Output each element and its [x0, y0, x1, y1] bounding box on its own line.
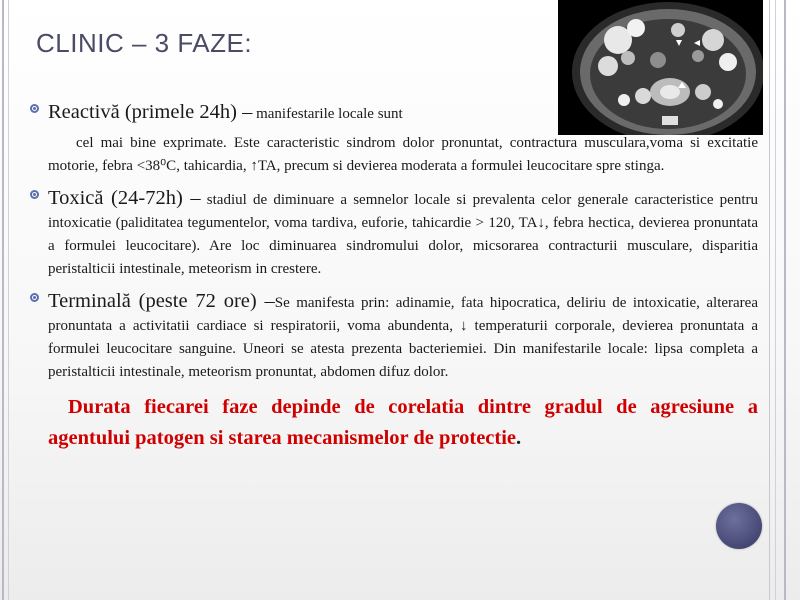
right-border-line-inner [775, 0, 776, 600]
slide-content [30, 100, 758, 454]
left-border-line-inner [8, 0, 9, 600]
bullet-icon [30, 293, 39, 302]
slide-title: CLINIC – 3 FAZE: [36, 28, 253, 58]
phase-heading: Reactivă (primele 24h) – [48, 101, 253, 123]
phase-reactive-body: cel mai bine exprimate. Este caracteristic sindrom dolor pronuntat, contractura musculara,voma si excitatie motorie, febra <38⁰C, tahicardia, ↑TA, precum si devierea moderata a formulei leucocitare spre stinga. [48, 135, 758, 174]
conclusion-main: Durata fiecarei faze depinde de corelatia dintre gradul de agresiune a agentului patogen si starea mecanismelor de protectie [48, 396, 758, 449]
conclusion-text [30, 392, 758, 454]
conclusion-period: . [516, 427, 522, 449]
bullet-icon [30, 104, 39, 113]
phase-heading-tail: manifestarile locale sunt [252, 106, 403, 122]
phase-terminal [30, 289, 758, 384]
decorative-circle [716, 503, 762, 549]
phase-reactive [30, 100, 758, 126]
phase-heading: Toxică (24-72h) – [48, 187, 201, 209]
phase-body: stadiul de diminuare a semnelor locale si prevalenta celor generale caracteristice pentru intoxicatie (paliditatea tegumentelor, voma tardiva, euforie, tahicardie > 120, TA↓, febra hectica, devierea pronuntata a formulei leucocitare). Are loc diminuarea sindromului dolor, micsorarea contracturii musculare, disparitia peristalticii intestinale, meteorism in crestere. [48, 192, 759, 277]
phase-heading: Terminală (peste 72 ore) – [48, 290, 275, 312]
right-border-line [784, 0, 786, 600]
left-border-line [2, 0, 4, 600]
phase-toxic [30, 186, 758, 281]
bullet-icon [30, 190, 39, 199]
phase-body: Se manifesta prin: adinamie, fata hipocratica, deliriu de intoxicatie, alterarea pronuntata a activitatii cardiace si respiratorii, voma abundenta, ↓ temperaturii corporale, devierea pronuntata a formulei leucocitare sanguine. Uneori se atesta prezenta bacteriemiei. Din manifestarile locale: lipsa completa a peristalticii intestinale, meteorism pronuntat, abdomen difuz dolor. [48, 295, 758, 380]
right-border-line-inner-2 [769, 0, 770, 600]
